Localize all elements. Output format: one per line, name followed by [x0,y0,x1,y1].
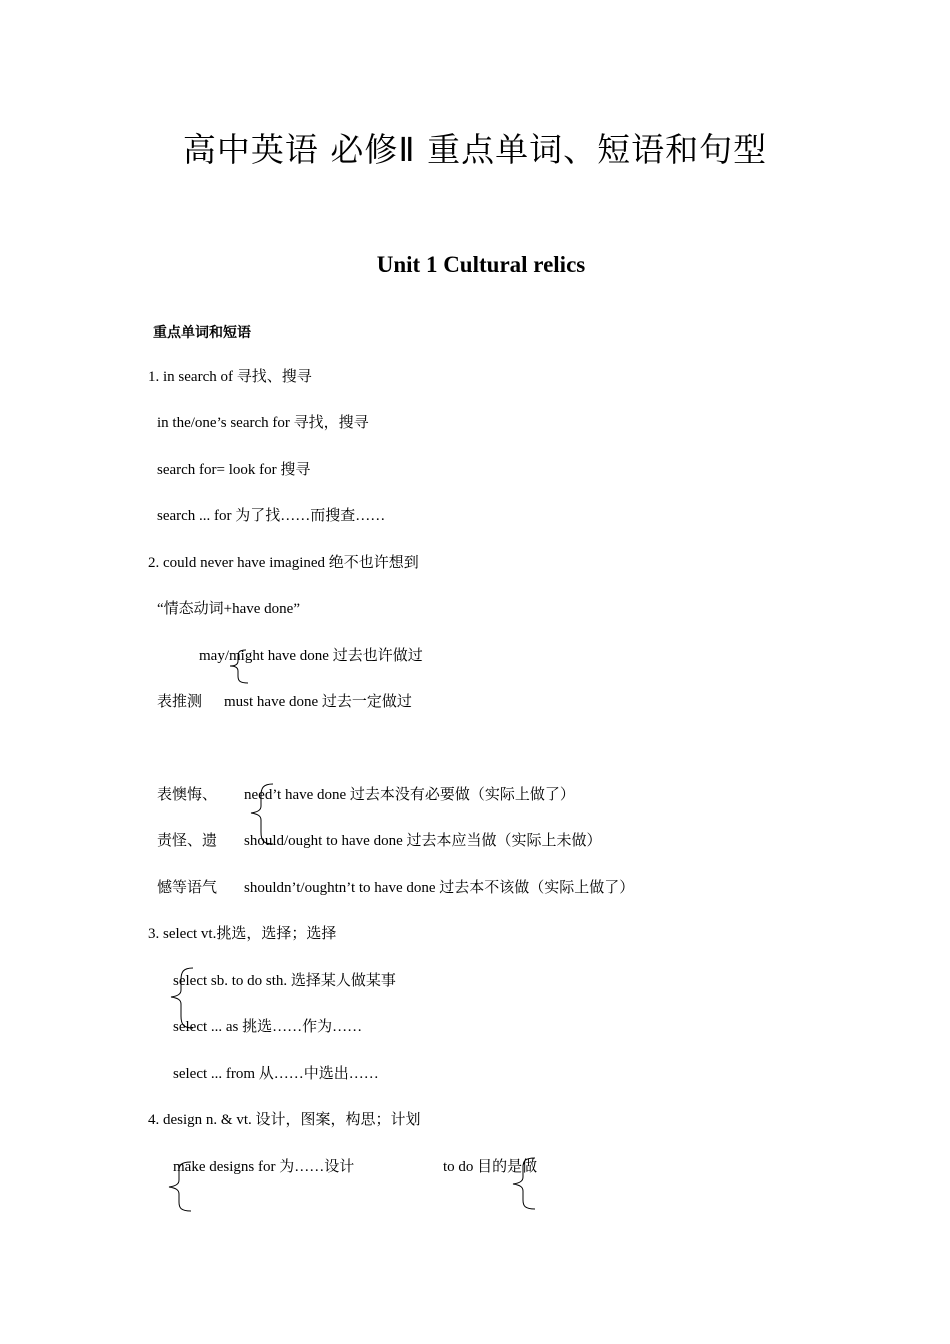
entry-3-phrase-b: select ... as 挑选……作为…… [173,1019,363,1035]
entry-2-phrase-a: “情态动词+have done” [157,601,300,617]
brace-select [167,966,197,1030]
entry-2-phrase-b: may/might have done 过去也许做过 [199,648,423,664]
brace-design-right [509,1156,539,1212]
entry-2-label-blame: 责怪、遗 [157,833,218,849]
entry-4-title: 4. design n. & vt. 设计，图案，构思；计划 [148,1112,421,1128]
section-heading: 重点单词和短语 [153,325,251,341]
entry-2-title: 2. could never have imagined 绝不也许想到 [148,555,419,571]
unit-title: Unit 1 Cultural relics [376,252,586,277]
brace-design-left [165,1160,195,1214]
entry-4-phrase-a: make designs for 为……设计 [173,1159,355,1175]
entry-2-phrase-c: must have done 过去一定做过 [224,694,412,710]
entry-3-phrase-a: select sb. to do sth. 选择某人做某事 [173,973,396,989]
entry-2-phrase-d: need’t have done 过去本没有必要做（实际上做了） [244,787,575,803]
entry-2-label-speculation: 表推测 [157,694,203,710]
entry-2-phrase-f: shouldn’t/oughtn’t to have done 过去本不该做（实际上做了） [244,880,635,896]
entry-2-label-tone: 憾等语气 [157,880,218,896]
entry-1-phrase-c: search ... for 为了找……而搜查…… [157,508,386,524]
entry-4-phrase-b: to do 目的是做 [443,1159,538,1175]
entry-2-phrase-e: should/ought to have done 过去本应当做（实际上未做） [244,833,602,849]
document-title: 高中英语 必修Ⅱ 重点单词、短语和句型 [182,130,768,169]
entry-2-label-regret: 表懊悔、 [157,787,218,803]
entry-1-title: 1. in search of 寻找、搜寻 [148,369,312,385]
brace-regret [247,782,277,846]
entry-3-title: 3. select vt.挑选，选择；选择 [148,926,337,942]
entry-3-phrase-c: select ... from 从……中选出…… [173,1066,379,1082]
brace-speculation [226,648,252,686]
entry-1-phrase-a: in the/one’s search for 寻找，搜寻 [157,415,369,431]
entry-1-phrase-b: search for= look for 搜寻 [157,462,311,478]
